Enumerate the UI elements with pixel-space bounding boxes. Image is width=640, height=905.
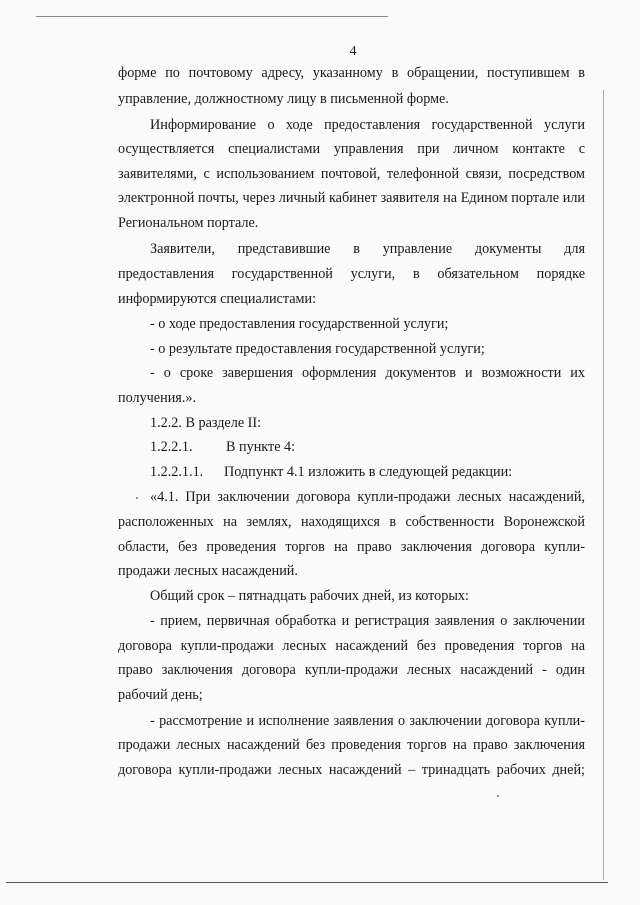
scan-speck (136, 497, 138, 499)
text-line: рабочий день; (118, 687, 203, 703)
text-line: расположенных на землях, находящихся в собственности Воронежской (118, 514, 585, 530)
text-line: право заключения договора купли-продажи лесных насаждений - один (118, 662, 585, 678)
section-heading: 1.2.2. В разделе II: (150, 415, 262, 431)
clause-number: 1.2.2.1. (150, 439, 193, 455)
list-item: - о ходе предоставления государственной услуги; (150, 316, 449, 332)
list-item: - прием, первичная обработка и регистрация заявления о заключении (150, 613, 585, 629)
text-line: области, без проведения торгов на право заключения договора купли- (118, 539, 585, 555)
text-line: управление, должностному лицу в письменной форме. (118, 91, 449, 107)
scan-edge-bottom (6, 882, 608, 883)
text-line: продажи лесных насаждений без проведения торгов на право заключения (118, 737, 585, 753)
text-line: «4.1. При заключении договора купли-продажи лесных насаждений, (150, 489, 585, 505)
clause-number: 1.2.2.1.1. (150, 464, 204, 480)
clause-text: Подпункт 4.1 изложить в следующей редакции: (224, 464, 513, 480)
text-line: получения.». (118, 390, 197, 406)
clause-text: В пункте 4: (226, 439, 296, 455)
list-item: - о сроке завершения оформления документов и возможности их (150, 365, 585, 381)
scan-edge-right (603, 90, 604, 880)
list-item: - рассмотрение и исполнение заявления о заключении договора купли- (150, 713, 585, 729)
text-line: осуществляется специалистами управления при личном контакте с (118, 141, 585, 157)
text-line: электронной почты, через личный кабинет заявителя на Едином портале или (118, 190, 585, 206)
clause-line (150, 438, 585, 456)
text-line: Информирование о ходе предоставления государственной услуги (150, 117, 585, 133)
clause-line (150, 463, 585, 481)
page-number: 4 (349, 44, 357, 59)
text-line: Региональном портале. (118, 215, 259, 231)
text-line: форме по почтовому адресу, указанному в обращении, поступившем в (118, 65, 585, 81)
text-line: заявителями, с использованием почтовой, телефонной связи, посредством (118, 166, 585, 182)
list-item: - о результате предоставления государственной услуги; (150, 341, 485, 357)
text-line: предоставления государственной услуги, в обязательном порядке (118, 266, 585, 282)
text-line: продажи лесных насаждений. (118, 563, 298, 579)
text-line: договора купли-продажи лесных насаждений – тринадцать рабочих дней; (118, 762, 585, 778)
text-line: Заявители, представившие в управление документы для (150, 241, 585, 257)
text-line: договора купли-продажи лесных насаждений без проведения торгов на (118, 638, 585, 654)
scan-edge-top (36, 16, 388, 17)
text-line: информируются специалистами: (118, 291, 317, 307)
scan-speck (497, 795, 499, 797)
text-line: Общий срок – пятнадцать рабочих дней, из которых: (150, 588, 469, 604)
